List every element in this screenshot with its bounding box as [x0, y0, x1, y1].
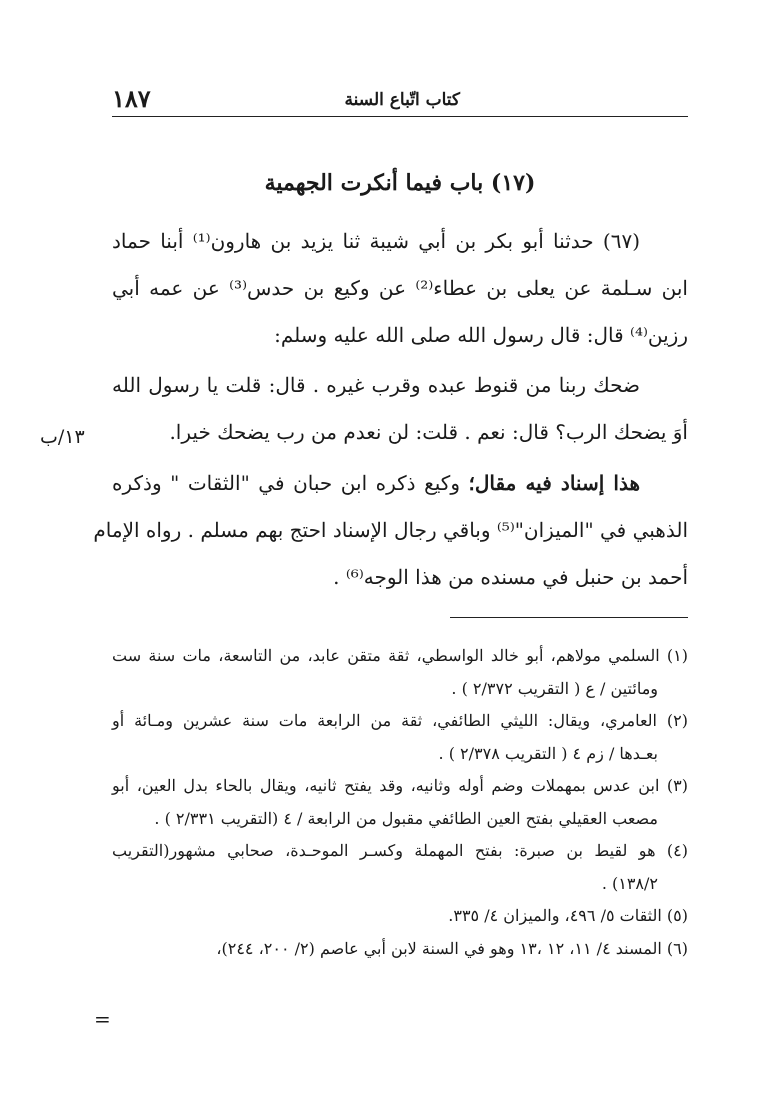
matn-line: أوَ يضحك الرب؟ قال: نعم . قلت: لن نعدم من رب يضحك خيرا. — [169, 420, 688, 444]
hadith-matn — [112, 362, 688, 456]
chapter-title: (١٧) باب فيما أنكرت الجهمية — [264, 170, 536, 196]
page-number: ١٨٧ — [112, 84, 151, 113]
page-header — [112, 84, 688, 117]
isnad-line: ابن سـلمة عن يعلى بن عطاء⁽²⁾ عن وكيع بن حدس⁽³⁾ عن عمه أبي — [112, 276, 688, 300]
footnote-1-line: (١) السلمي مولاهم، أبو خالد الواسطي، ثقة متقن عابد، من التاسعة، مات سنة ست — [112, 646, 688, 665]
commentary-line: أحمد بن حنبل في مسنده من هذا الوجه⁽⁶⁾ . — [333, 565, 688, 589]
commentary-line: الذهبي في "الميزان"⁽⁵⁾ وباقي رجال الإسناد احتج بهم مسلم . رواه الإمام — [93, 518, 688, 542]
footnote-1-line: ومائتين / ع ( التقريب ٢/٣٧٢ ) . — [451, 678, 658, 698]
commentary-bold-lead: هذا إسناد فيه مقال؛ — [468, 471, 640, 495]
footnote-4-line: ١٣٨/٢) . — [601, 873, 658, 893]
footnote-3-line: (٣) ابن عدس بمهملات وضم أوله وثانيه، وقد يفتح ثانيه، ويقال بالحاء بدل العين، أبو — [112, 776, 689, 795]
footnote-4-line: (٤) هو لقيط بن صبرة: بفتح المهملة وكسـر الموحـدة، صحابي مشهور(التقريب — [112, 841, 688, 860]
footnote-2-line: (٢) العامري، ويقال: الليثي الطائفي، ثقة من الرابعة مات سنة عشرين ومـائة أو — [112, 711, 688, 730]
commentary-line — [112, 460, 688, 507]
running-title: كتاب اتّباع السنة — [344, 90, 460, 110]
commentary-line-rest: وكيع ذكره ابن حبان في "الثقات " وذكره — [112, 471, 469, 495]
isnad-line: (٦٧) حدثنا أبو بكر بن أبي شيبة ثنا يزيد بن هارون⁽¹⁾ أبنا حماد — [112, 229, 640, 253]
footnote-5-line: (٥) الثقات ٥/ ٤٩٦، والميزان ٤/ ٣٣٥. — [448, 906, 688, 925]
hadith-isnad — [112, 218, 688, 359]
footnote-6-line: (٦) المسند ٤/ ١١، ١٢ ،١٣ وهو في السنة لابن أبي عاصم (٢/ ٢٠٠، ٢٤٤)، — [216, 938, 688, 958]
footnote-2-line: بعـدها / زم ٤ ( التقريب ٢/٣٧٨ ) . — [438, 743, 658, 763]
footnotes — [112, 640, 688, 965]
manuscript-folio-note: ١٣/ب — [40, 426, 85, 448]
footnote-separator — [450, 617, 688, 618]
matn-line: ضحك ربنا من قنوط عبده وقرب غيره . قال: قلت يا رسول الله — [112, 373, 640, 397]
continuation-mark: = — [94, 1007, 111, 1031]
isnad-line: رزين⁽⁴⁾ قال: قال رسول الله صلى الله عليه وسلم: — [274, 323, 688, 347]
footnote-3-line: مصعب العقيلي بفتح العين الطائفي مقبول من الرابعة / ٤ (التقريب ٢/٣٣١ ) . — [154, 808, 658, 828]
commentary — [93, 460, 688, 601]
